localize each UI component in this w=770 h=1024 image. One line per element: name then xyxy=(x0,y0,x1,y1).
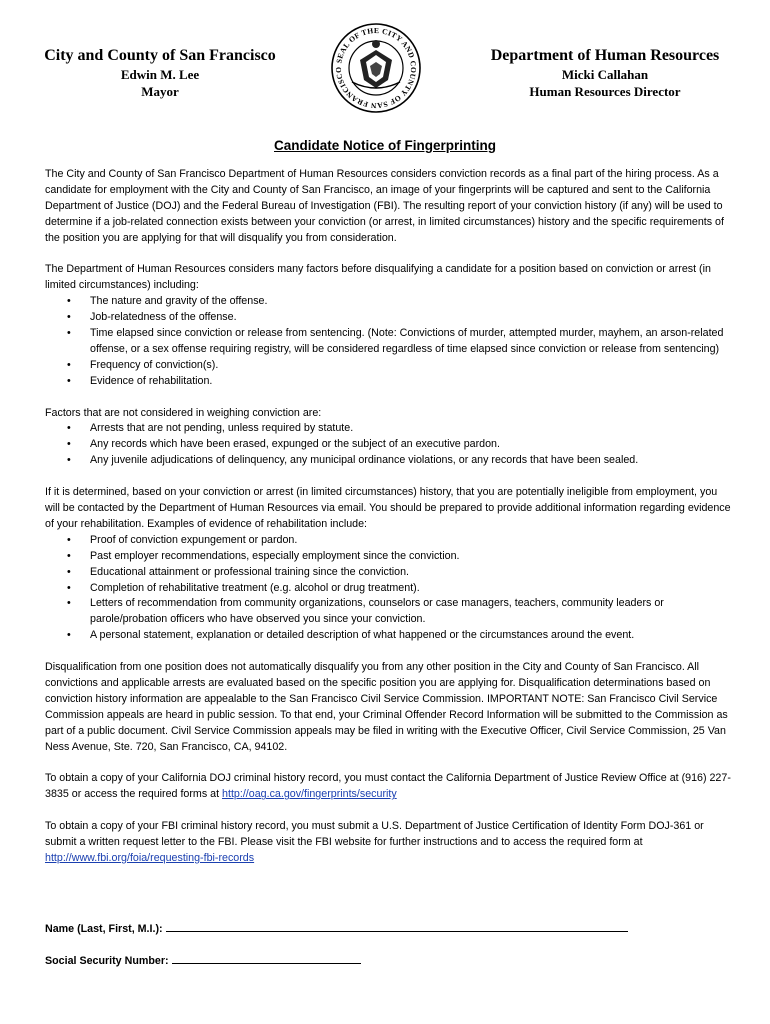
name-input-line[interactable] xyxy=(166,920,628,932)
department-name: Department of Human Resources xyxy=(490,47,720,64)
doj-record-text: To obtain a copy of your California DOJ criminal history record, you must contact the California Department of Justice Review Office at (916) 227-3835 or access the required forms at xyxy=(45,772,731,801)
list-item: • The nature and gravity of the offense. xyxy=(45,294,731,310)
document-title: Candidate Notice of Fingerprinting xyxy=(274,138,496,153)
fbi-forms-link[interactable]: http://www.fbi.org/foia/requesting-fbi-records xyxy=(45,851,255,864)
name-field-row xyxy=(45,920,628,935)
ssn-label: Social Security Number: xyxy=(45,955,169,967)
rehabilitation-evidence-list xyxy=(45,533,731,644)
fbi-record-paragraph xyxy=(45,819,731,867)
list-item: • Educational attainment or professional training since the conviction. xyxy=(45,565,731,581)
doj-record-paragraph xyxy=(45,771,731,803)
rehabilitation-intro: If it is determined, based on your conviction or arrest (in limited circumstances) history, that you are potentially ineligible from employment, you will be contacted by the Department of Human Resources via email. You should be prepared to provide additional information regarding evidence of your rehabilitation. Examples of evidence of rehabilitation include: xyxy=(45,486,731,530)
list-item: • Time elapsed since conviction or release from sentencing. (Note: Convictions of murder, attempted murder, mayhem, an arson-related offense, or a sex offense requiring registry, will be considered regardless of time elapsed since conviction or release from sentencing) xyxy=(45,326,731,358)
city-name: City and County of San Francisco xyxy=(44,47,276,64)
list-item: • Any records which have been erased, expunged or the subject of an executive pardon. xyxy=(45,437,731,453)
factors-considered-list xyxy=(45,294,731,389)
factors-not-considered-list xyxy=(45,421,731,469)
header-left xyxy=(10,46,310,100)
appeal-paragraph: Disqualification from one position does not automatically disqualify you from any other position in the City and County of San Francisco. All convictions and applicable arrests are evaluated based on the specific position you are applying for. Disqualification determinations based on conviction history information are appealable to the San Francisco Civil Service Commission. IMPORTANT NOTE: San Francisco Civil Service Commission appeals are heard in public session. To that end, your Criminal Offender Record Information will be submitted to the Commission as part of a public document. Civil Service Commission appeals may be filed in writing with the Executive Officer, Civil Service Commission, 25 Van Ness Avenue, Ste. 720, San Francisco, CA, 94102. xyxy=(45,661,728,753)
mayor-title: Mayor xyxy=(141,84,179,99)
list-item: • Arrests that are not pending, unless required by statute. xyxy=(45,421,731,437)
doj-forms-link[interactable]: http://oag.ca.gov/fingerprints/security xyxy=(222,788,397,801)
ssn-field-row xyxy=(45,952,361,967)
list-item: • Evidence of rehabilitation. xyxy=(45,374,731,390)
list-item: • Proof of conviction expungement or pardon. xyxy=(45,533,731,549)
list-item: • A personal statement, explanation or detailed description of what happened or the circumstances around the event. xyxy=(45,628,731,644)
list-item: • Letters of recommendation from community organizations, counselors or case managers, teachers, community leaders or parole/probation officers who have observed you since your conviction. xyxy=(45,596,731,628)
name-label: Name (Last, First, M.I.): xyxy=(45,923,163,935)
header-right xyxy=(455,46,755,100)
intro-paragraph: The City and County of San Francisco Department of Human Resources considers conviction records as a final part of the hiring process. As a candidate for employment with the City and County of San Francisco, an image of your fingerprints will be captured and sent to the California Department of Justice (DOJ) and the Federal Bureau of Investigation (FBI). The resulting report of your conviction history (if any) will be used to determine if a job-related connection exists between your conviction (or arrest, in limited circumstances) history and the specific requirements of the position you are applying for that will disqualify you from consideration. xyxy=(45,168,724,244)
list-item: • Frequency of conviction(s). xyxy=(45,358,731,374)
list-item: • Job-relatedness of the offense. xyxy=(45,310,731,326)
mayor-name: Edwin M. Lee xyxy=(120,67,200,82)
director-name: Micki Callahan xyxy=(561,67,649,82)
ssn-input-line[interactable] xyxy=(172,952,361,964)
list-item: • Past employer recommendations, especially employment since the conviction. xyxy=(45,549,731,565)
list-item: • Any juvenile adjudications of delinquency, any municipal ordinance violations, or any records that have been sealed. xyxy=(45,453,731,469)
list-item: • Completion of rehabilitative treatment (e.g. alcohol or drug treatment). xyxy=(45,581,731,597)
city-seal-logo xyxy=(330,22,422,114)
not-considered-intro: Factors that are not considered in weighing conviction are: xyxy=(45,406,322,419)
fbi-record-text: To obtain a copy of your FBI criminal history record, you must submit a U.S. Department of Justice Certification of Identity Form DOJ-361 or submit a written request letter to the FBI. Please visit the FBI website for further instructions and to access the required form at xyxy=(45,820,704,848)
director-title: Human Resources Director xyxy=(529,84,681,99)
factors-intro-paragraph: The Department of Human Resources considers many factors before disqualifying a candidate for a position based on conviction or arrest (in limited circumstances) including: xyxy=(45,263,711,292)
svg-text:SEAL OF THE CITY AND COUNTY OF: SEAL OF THE CITY AND COUNTY OF SAN FRANCISCO xyxy=(333,25,419,111)
document-body xyxy=(45,167,731,883)
